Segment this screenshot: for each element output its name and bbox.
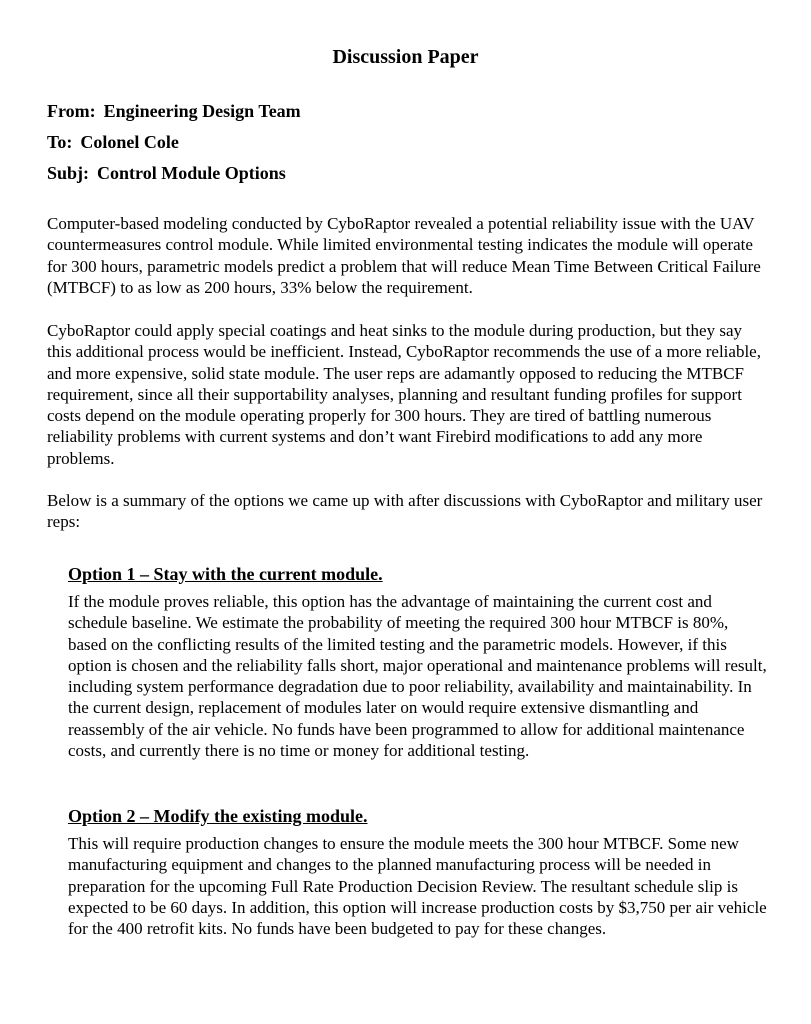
option-2 — [68, 805, 770, 939]
option-1 — [68, 563, 770, 761]
paragraph-cyboraptor-recommendation: CyboRaptor could apply special coatings and heat sinks to the module during production, but they say this additional process would be inefficient. Instead, CyboRaptor recommends the use of a more reliable, and more expensive, solid state module. The user reps are adamantly opposed to reducing the MTBCF requirement, since all their supportability analyses, planning and resultant funding profiles for support costs depend on the module operating properly for 300 hours. They are tired of battling numerous reliability problems with current systems and don’t want Firebird modifications to add any more problems. — [47, 321, 761, 468]
memo-to — [47, 131, 179, 153]
option-1-body: If the module proves reliable, this option has the advantage of maintaining the current cost and schedule baseline. We estimate the probability of meeting the required 300 hour MTBCF is 80%, based on the conflicting results of the limited testing and the parametric models. However, if this option is chosen and the reliability falls short, major operational and maintenance problems will result, including system performance degradation due to poor reliability, availability and maintainability. In the current design, replacement of modules later on would require extensive dismantling and reassembly of the air vehicle. No funds have been programmed to allow for additional maintenance costs, and currently there is no time or money for additional testing. — [68, 592, 767, 761]
memo-subject — [47, 162, 286, 184]
memo-from — [47, 100, 301, 122]
memo-from-label: From: — [47, 101, 96, 121]
paragraph-modeling-findings: Computer-based modeling conducted by CyboRaptor revealed a potential reliability issue with the UAV countermeasures control module. While limited environmental testing indicates the module will operate for 300 hours, parametric models predict a problem that will reduce Mean Time Between Critical Failure (MTBCF) to as low as 200 hours, 33% below the requirement. — [47, 214, 761, 297]
page-title: Discussion Paper — [332, 46, 479, 68]
option-1-heading: Option 1 – Stay with the current module. — [68, 564, 383, 584]
memo-to-value: Colonel Cole — [80, 132, 179, 152]
memo-to-label: To: — [47, 132, 73, 152]
paragraph-options-intro: Below is a summary of the options we came up with after discussions with CyboRaptor and military user reps: — [47, 491, 763, 532]
memo-from-value: Engineering Design Team — [103, 101, 301, 121]
memo-subject-value: Control Module Options — [97, 163, 286, 183]
option-2-body: This will require production changes to ensure the module meets the 300 hour MTBCF. Some new manufacturing equipment and changes to the planned manufacturing process will be needed in preparation for the upcoming Full Rate Production Decision Review. The resultant schedule slip is expected to be 60 days. In addition, this option will increase production costs by $3,750 per air vehicle for the 400 retrofit kits. No funds have been budgeted to pay for these changes. — [68, 834, 767, 939]
option-2-heading: Option 2 – Modify the existing module. — [68, 806, 368, 826]
memo-subject-label: Subj: — [47, 163, 90, 183]
